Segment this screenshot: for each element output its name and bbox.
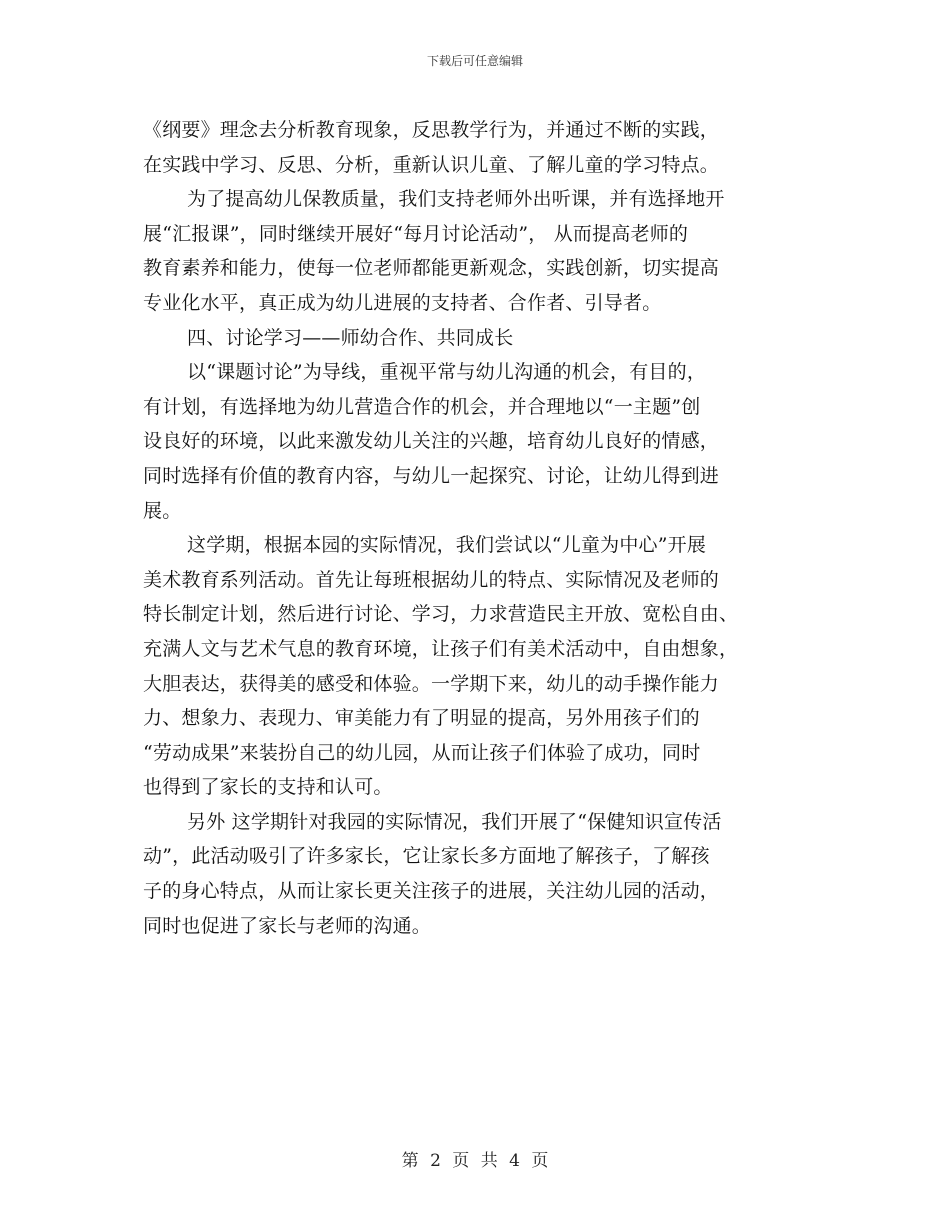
text-line: 展。 (143, 499, 182, 522)
text-line: 也得到了家长的支持和认可。 (143, 776, 393, 799)
text-line: 充满人文与艺术气息的教育环境，让孩子们有美术活动中，自由想象， (143, 637, 739, 660)
text-line: 大胆表达，获得美的感受和体验。一学期下来，幼儿的动手操作能力 (143, 672, 720, 695)
text-line: 同时也促进了家长与老师的沟通。 (143, 914, 432, 937)
text-line: 特长制定计划，然后进行讨论、学习，力求营造民主开放、宽松自由、 (143, 603, 739, 626)
text-line: 《纲要》理念去分析教育现象，反思教学行为，并通过不断的实践， (143, 119, 720, 141)
text-line: 同时选择有价值的教育内容，与幼儿一起探究、讨论，让幼儿得到进 (143, 464, 720, 487)
text-line: 美术教育系列活动。首先让每班根据幼儿的特点、实际情况及老师的 (143, 568, 720, 591)
page-number: 第 2 页 共 4 页 (401, 1151, 549, 1171)
text-line: 力、想象力、表现力、审美能力有了明显的提高，另外用孩子们的 (143, 707, 700, 730)
text-line: 子的身心特点，从而让家长更关注孩子的进展，关注幼儿园的活动， (143, 880, 720, 903)
page-header: 下载后可任意编辑 (426, 54, 523, 68)
text-line: 以“课题讨论”为导线，重视平常与幼儿沟通的机会，有目的， (187, 361, 707, 384)
section-heading: 四、讨论学习——师幼合作、共同成长 (187, 326, 514, 349)
text-line: 有计划，有选择地为幼儿营造合作的机会，并合理地以“一主题”创 (143, 395, 701, 418)
text-line: 在实践中学习、反思、分析，重新认识儿童、了解儿童的学习特点。 (143, 153, 720, 176)
text-line: 设良好的环境，以此来激发幼儿关注的兴趣，培育幼儿良好的情感， (143, 430, 720, 453)
document-body (143, 113, 813, 943)
text-line: 为了提高幼儿保教质量，我们支持老师外出听课，并有选择地开 (187, 188, 725, 211)
text-line: 教育素养和能力，使每一位老师都能更新观念，实践创新，切实提高 (143, 257, 720, 280)
text-line: “劳动成果”来装扮自己的幼儿园，从而让孩子们体验了成功，同时 (143, 741, 701, 764)
text-line: 另外 这学期针对我园的实际情况，我们开展了“保健知识宣传活 (187, 810, 722, 833)
text-line: 这学期，根据本园的实际情况，我们尝试以“儿童为中心”开展 (187, 534, 707, 557)
text-line: 专业化水平，真正成为幼儿进展的支持者、合作者、引导者。 (143, 291, 662, 314)
text-line: 展“汇报课”，同时继续开展好“每月讨论活动”， 从而提高老师的 (143, 222, 689, 245)
text-line: 动”，此活动吸引了许多家长，它让家长多方面地了解孩子，了解孩 (143, 845, 710, 868)
